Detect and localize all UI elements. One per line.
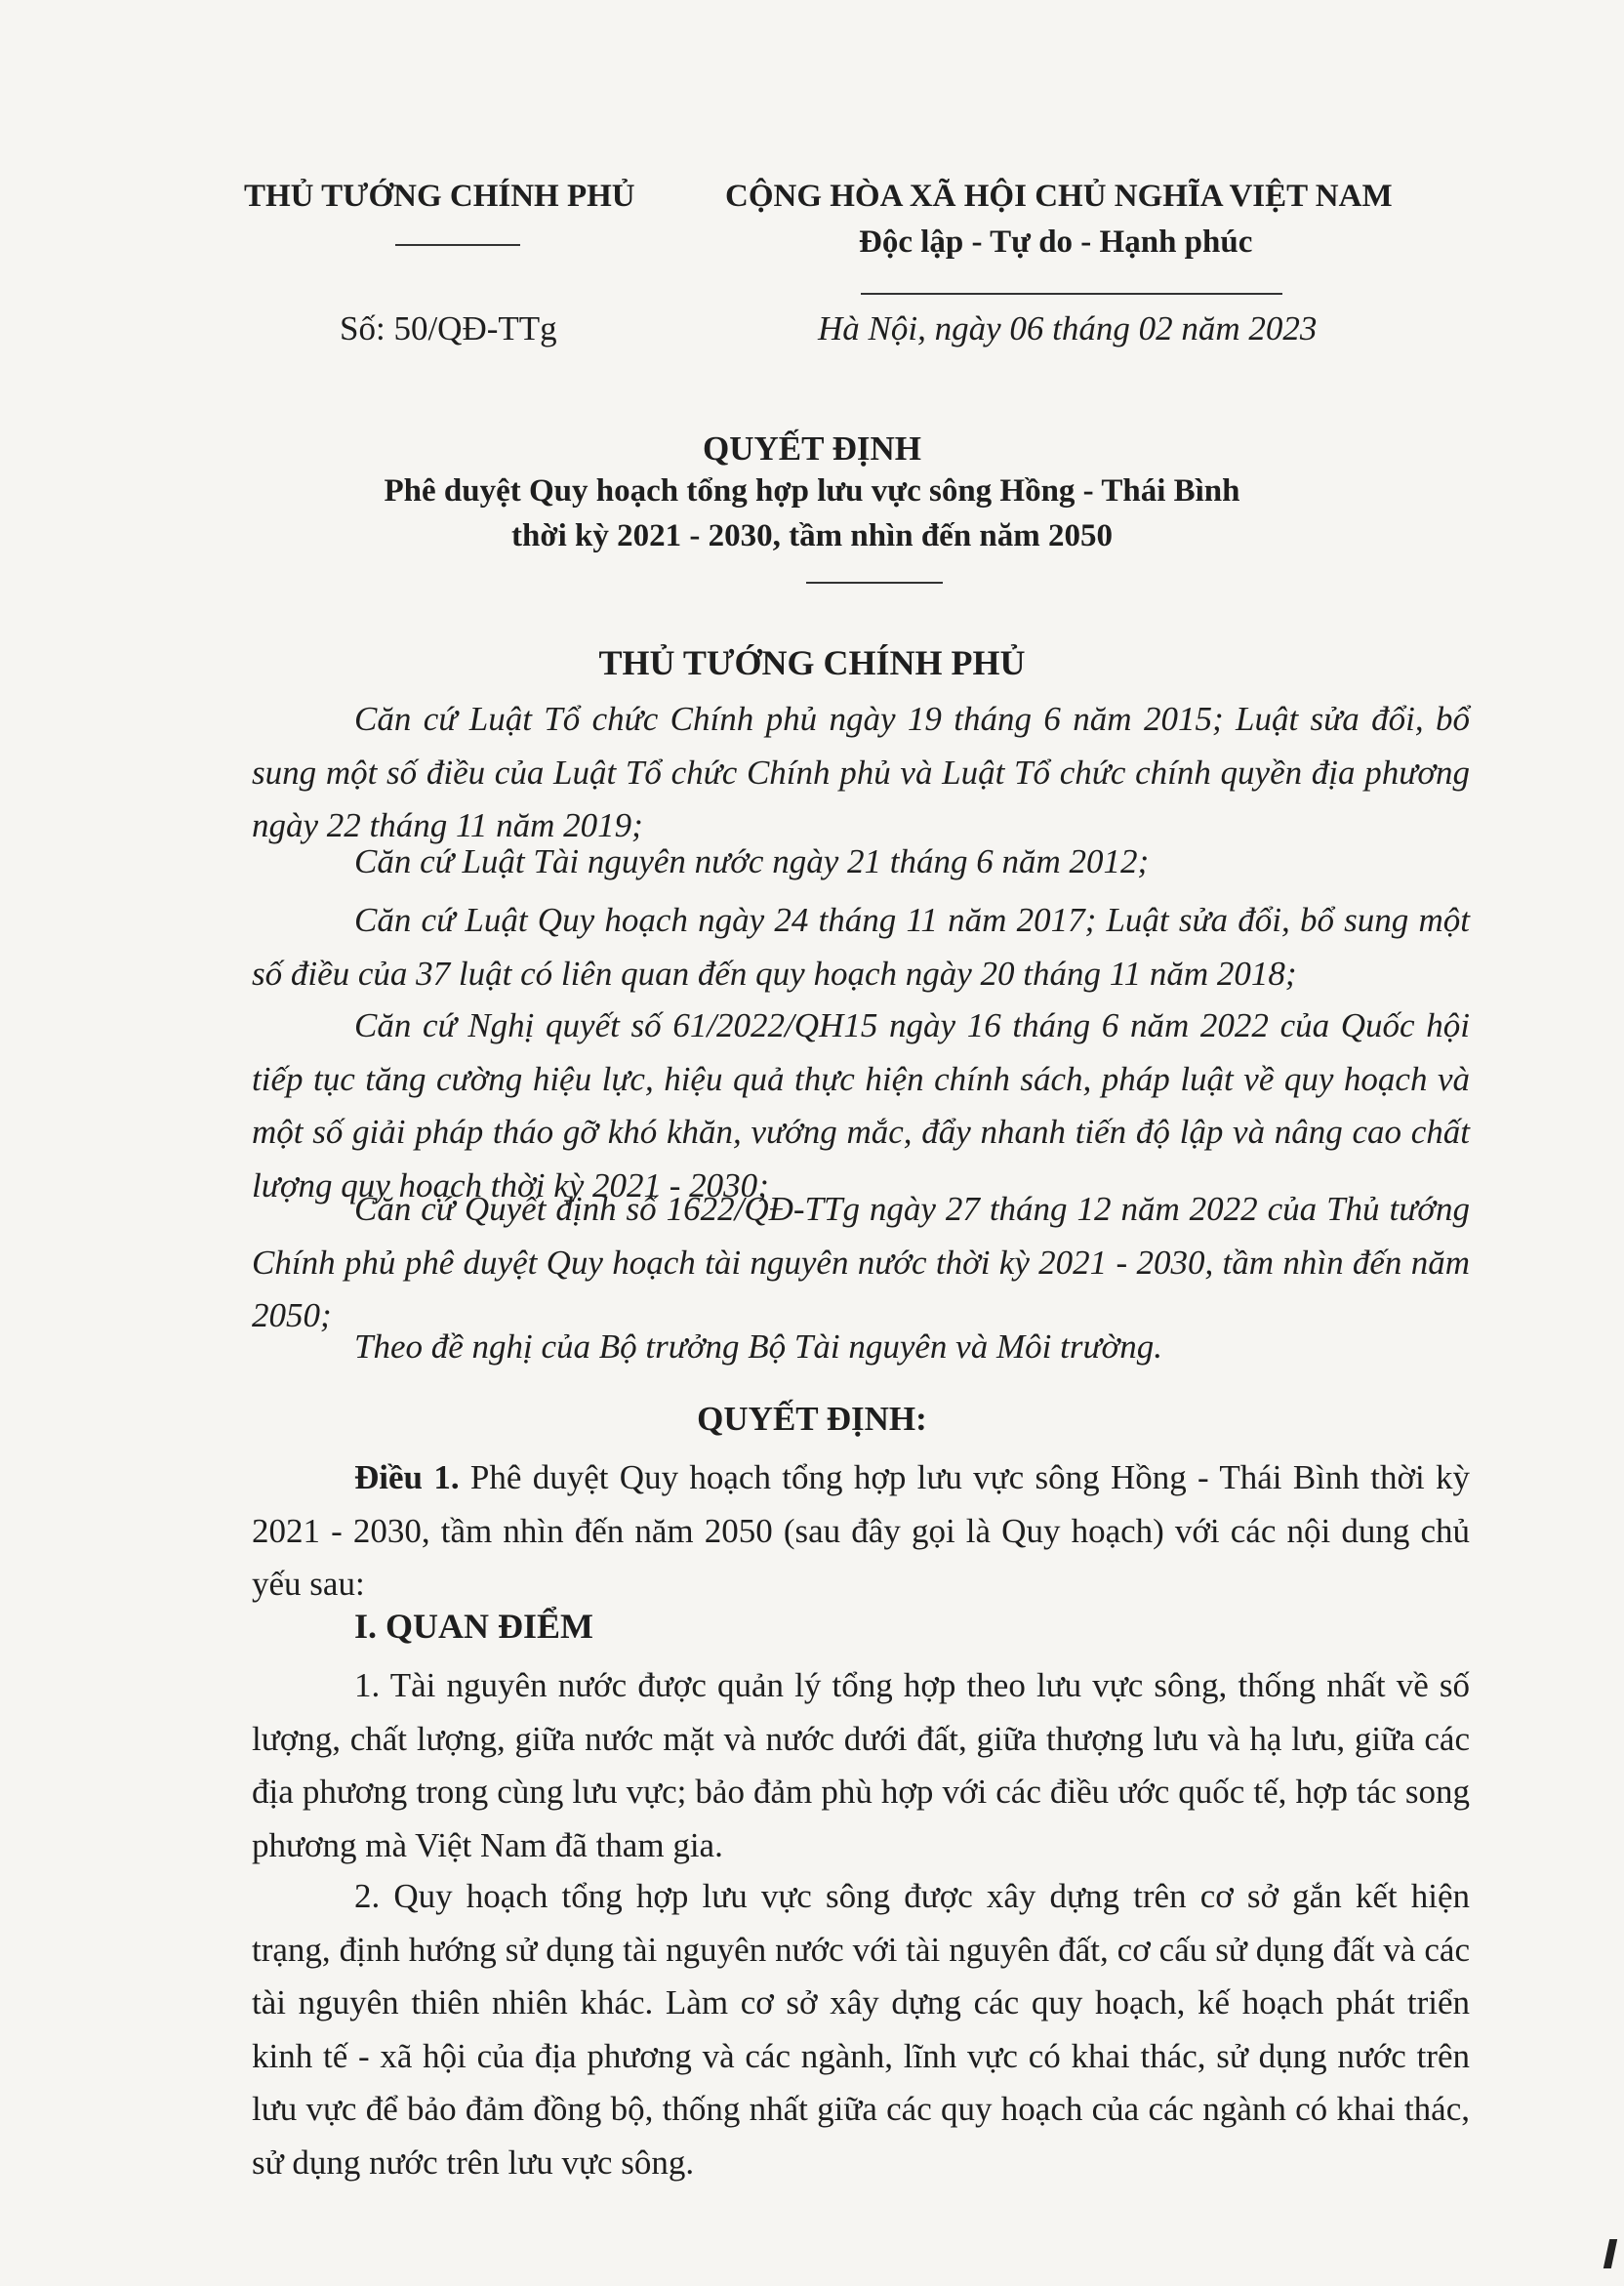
national-motto: Độc lập - Tự do - Hạnh phúc	[859, 225, 1253, 260]
preamble-item: Theo đề nghị của Bộ trưởng Bộ Tài nguyên và Môi trường.	[354, 1327, 1162, 1366]
article-1	[252, 1451, 1470, 1612]
preamble-item: Căn cứ Nghị quyết số 61/2022/QH15 ngày 16 tháng 6 năm 2022 của Quốc hội tiếp tục tăng cường hiệu lực, hiệu quả thực hiện chính sách, pháp luật về quy hoạch và một số giải pháp tháo gỡ khó khăn, vướng mắc, đẩy nhanh tiến độ lập và nâng cao chất lượng quy hoạch thời kỳ 2021 - 2030;	[252, 1006, 1470, 1204]
preamble-item: Căn cứ Luật Tài nguyên nước ngày 21 tháng 6 năm 2012;	[354, 842, 1150, 880]
issuing-agency: THỦ TƯỚNG CHÍNH PHỦ	[244, 179, 635, 214]
agency-underline	[395, 244, 520, 246]
motto-underline	[861, 293, 1282, 295]
document-subject-line-2: thời kỳ 2021 - 2030, tầm nhìn đến năm 2050	[510, 518, 1114, 553]
country-name: CỘNG HÒA XÃ HỘI CHỦ NGHĨA VIỆT NAM	[725, 179, 1393, 214]
document-type: QUYẾT ĐỊNH	[703, 429, 921, 468]
issuing-authority: THỦ TƯỚNG CHÍNH PHỦ	[598, 643, 1026, 682]
title-underline	[806, 582, 943, 584]
decision-heading: QUYẾT ĐỊNH:	[697, 1400, 927, 1438]
document-subject-line-1: Phê duyệt Quy hoạch tổng hợp lưu vực sông Hồng - Thái Bình	[384, 473, 1240, 509]
scan-mark	[1604, 2239, 1617, 2268]
preamble-item: Căn cứ Quyết định số 1622/QĐ-TTg ngày 27 tháng 12 năm 2022 của Thủ tướng Chính phủ phê duyệt Quy hoạch tài nguyên nước thời kỳ 2021 - 2030, tầm nhìn đến năm 2050;	[252, 1190, 1470, 1334]
section-item: 2. Quy hoạch tổng hợp lưu vực sông được xây dựng trên cơ sở gắn kết hiện trạng, định hướng sử dụng tài nguyên nước với tài nguyên đất, cơ cấu sử dụng đất và các tài nguyên thiên nhiên khác. Làm cơ sở xây dựng các quy hoạch, kế hoạch phát triển kinh tế - xã hội của địa phương và các ngành, lĩnh vực có khai thác, sử dụng nước trên lưu vực để bảo đảm đồng bộ, thống nhất giữa các quy hoạch của các ngành có khai thác, sử dụng nước trên lưu vực sông.	[252, 1877, 1470, 2182]
place-and-date: Hà Nội, ngày 06 tháng 02 năm 2023	[818, 309, 1318, 347]
preamble-item: Căn cứ Luật Quy hoạch ngày 24 tháng 11 năm 2017; Luật sửa đổi, bổ sung một số điều của 37 luật có liên quan đến quy hoạch ngày 20 tháng 11 năm 2018;	[252, 901, 1470, 993]
article-1-label: Điều 1.	[354, 1458, 460, 1496]
article-1-text: Phê duyệt Quy hoạch tổng hợp lưu vực sông Hồng - Thái Bình thời kỳ 2021 - 2030, tầm nhìn đến năm 2050 (sau đây gọi là Quy hoạch) với các nội dung chủ yếu sau:	[252, 1458, 1471, 1603]
section-item: 1. Tài nguyên nước được quản lý tổng hợp theo lưu vực sông, thống nhất về số lượng, chất lượng, giữa nước mặt và nước dưới đất, giữa thượng lưu và hạ lưu, giữa các địa phương trong cùng lưu vực; bảo đảm phù hợp với các điều ước quốc tế, hợp tác song phương mà Việt Nam đã tham gia.	[252, 1666, 1470, 1864]
preamble-item: Căn cứ Luật Tổ chức Chính phủ ngày 19 tháng 6 năm 2015; Luật sửa đổi, bổ sung một số điều của Luật Tổ chức Chính phủ và Luật Tổ chức chính quyền địa phương ngày 22 tháng 11 năm 2019;	[252, 700, 1470, 844]
document-number: Số: 50/QĐ-TTg	[340, 309, 557, 347]
section-heading: I. QUAN ĐIỂM	[354, 1607, 594, 1646]
